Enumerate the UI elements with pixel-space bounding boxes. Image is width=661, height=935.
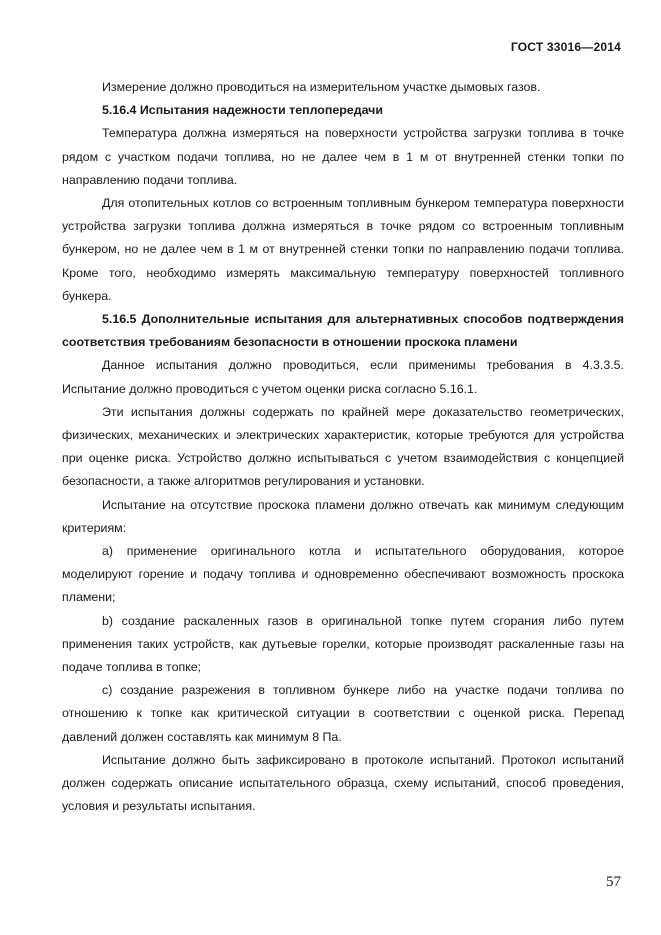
section-heading-5-16-4: 5.16.4 Испытания надежности теплопередачи (102, 103, 383, 118)
section-heading-5-16-5: 5.16.5 Дополнительные испытания для альтернативных способов подтверждения соответствия требованиям безопасности в отношении проскока пламени (62, 312, 624, 350)
paragraph-test-content: Эти испытания должны содержать по крайней мере доказательство геометрических, физических, механических и электрических характеристик, которые требуются для устройства при оценке риска. Устройство должно испытываться с учетом взаимодействия с концепцией безопасности, а также алгоритмов регулирования и установки. (62, 404, 624, 489)
list-item-a: a) применение оригинального котла и испытательного оборудования, которое моделируют горение и подачу топлива и одновременно обеспечивают возможность проскока пламени; (62, 544, 624, 605)
document-code: ГОСТ 33016—2014 (510, 40, 621, 54)
paragraph-protocol: Испытание должно быть зафиксировано в протоколе испытаний. Протокол испытаний должен содержать описание испытательного образца, схему испытаний, способ проведения, условия и результаты испытания. (62, 752, 624, 814)
page-number: 57 (606, 874, 621, 890)
paragraph-temperature: Температура должна измеряться на поверхности устройства загрузки топлива в точке рядом с участком подачи топлива, но не далее чем в 1 м от внутренней стенки топки по направлению подачи топлива. (62, 126, 624, 187)
paragraph-test-conditions: Данное испытания должно проводиться, если применимы требования в 4.3.3.5. Испытание должно проводиться с учетом оценки риска согласно 5.16.1. (62, 358, 624, 396)
list-item-c: c) создание разрежения в топливном бункере либо на участке подачи топлива по отношению к топке как критической ситуации в соответствии с оценкой риска. Перепад давлений должен составлять как минимум 8 Па. (62, 683, 624, 744)
paragraph-boilers-bunker: Для отопительных котлов со встроенным топливным бункером температура поверхности устройства загрузки топлива должна измеряться в точке рядом со встроенным топливным бункером, но не далее чем в 1 м от внутренней стенки топки по направлению подачи топлива. Кроме того, необходимо измерять максимальную температуру поверхностей топливного бункера. (62, 196, 624, 303)
list-item-b: b) создание раскаленных газов в оригинальной топке путем сгорания либо путем применения таких устройств, как дутьевые горелки, которые производят раскаленные газы на подаче топлива в топке; (62, 613, 624, 675)
paragraph-criteria-intro: Испытание на отсутствие проскока пламени должно отвечать как минимум следующим критериям: (62, 497, 624, 535)
paragraph-measurement: Измерение должно проводиться на измерительном участке дымовых газов. (102, 80, 541, 94)
document-body (62, 76, 624, 819)
